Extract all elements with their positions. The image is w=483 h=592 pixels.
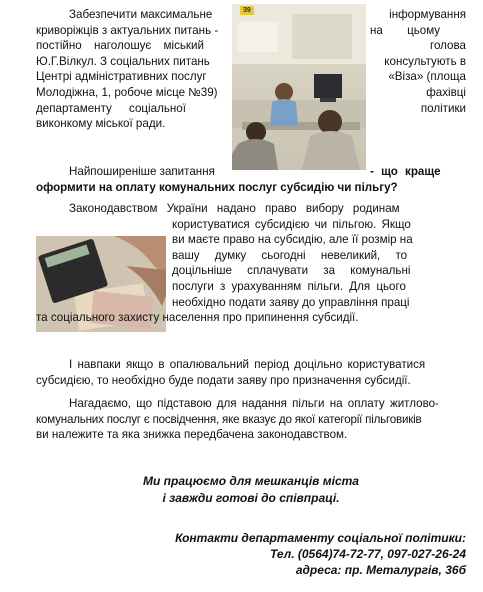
question-line-1b: - що краще [370,165,441,178]
choice-line-4: вашу думку сьогодні невеликий, то [172,248,408,262]
slogan-line-1: Ми працюємо для мешканців міста [143,474,359,488]
workplace-number-badge: 39 [240,6,254,15]
choice-line-6: послуги з урахуванням пільги. Для цього [172,279,406,293]
reminder-line-2: комунальних послуг є посвідчення, яке вказує до якої категорії пільговиків [36,412,422,426]
intro-line-7a: департаменту соціальної [36,101,186,115]
choice-line-7: необхідно подати заяву до управління праці [172,295,410,309]
contacts-heading: Контакти департаменту соціальної політики: [175,531,466,545]
heating-line-2: субсидією, то необхідно буде подати заяву про призначення субсидії. [36,373,411,387]
paragraph-reminder [36,396,466,443]
heating-line-1: І навпаки якщо в опалювальний період доцільно користуватися [69,358,426,371]
slogan-line-2: і завжди готові до співпраці. [162,491,340,505]
contacts-phone: Тел. (0564)74-72-77, 097-027-26-24 [270,547,466,561]
intro-line-4a: Ю.Г.Вілкул. З соціальних питань [36,54,210,68]
intro-line-2b: на цьому [370,23,441,37]
choice-line-2: користуватися субсидією чи пільгою. Якщо [172,217,411,231]
reminder-line-3: ви належите та яка знижка передбачена законодавством. [36,428,348,442]
intro-line-3a: постійно наголошує міський [36,39,204,53]
intro-line-6a: Молодіжна, 1, робоче місце №39) [36,85,218,99]
intro-line-5a: Центрі адміністративних послуг [36,70,207,84]
intro-line-4b: консультують в [384,54,466,68]
intro-line-1b: інформування [389,8,466,21]
paragraph-intro [36,7,466,132]
choice-line-8: та соціального захисту населення про припинення субсидії. [36,311,359,325]
paragraph-choice [36,201,466,326]
intro-line-2a: криворіжців з актуальних питань - [36,23,219,37]
paragraph-question [36,164,466,195]
intro-line-8: виконкому міської ради. [36,117,166,131]
choice-line-3: ви маєте право на субсидію, але її розмір на [172,233,413,247]
intro-line-6b: фахівці [426,85,466,99]
intro-line-1a: Забезпечити максимальне [69,8,213,21]
question-line-2: оформити на оплату комунальних послуг субсидію чи пільгу? [36,180,398,194]
question-line-1a: Найпоширеніше запитання [69,165,215,178]
choice-line-5: доцільніше сплачувати за комунальні [172,264,411,278]
reminder-line-1: Нагадаємо, що підставою для надання пільги на оплату житлово- [69,397,439,410]
contacts-address: адреса: пр. Металургів, 36б [295,563,466,577]
intro-line-5b: «Віза» (площа [388,70,466,84]
intro-line-7b: політики [420,101,466,115]
intro-line-3b: голова [430,39,466,53]
paragraph-heating [36,357,466,388]
choice-line-1: Законодавством України надано право вибору родинам [69,202,400,215]
